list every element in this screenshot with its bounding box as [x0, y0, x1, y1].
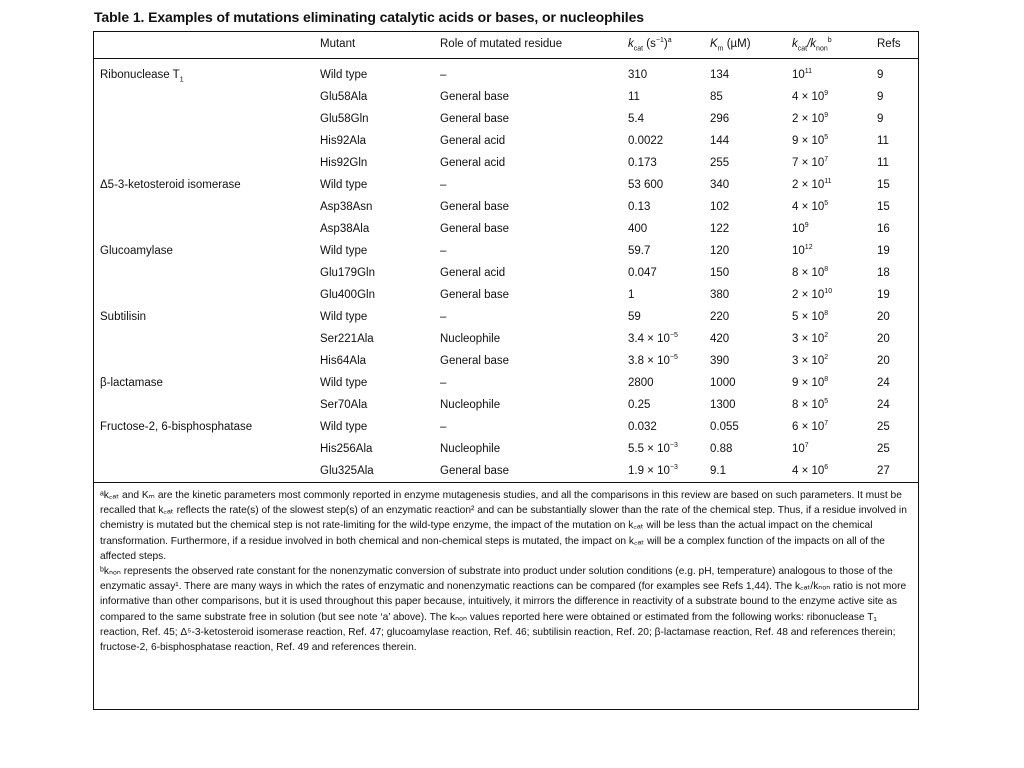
kcat-cell [628, 112, 644, 126]
ratio-cell-exponent: 9 [804, 222, 809, 230]
footnote-b: ᵇkₙₒₙ represents the observed rate constant for the nonenzymatic conversion of substrate into product under solution conditions (e.g. pH, temperature) analogous to those of the enzymatic assay¹. There are many ways in which the rates of enzymatic and nonenzymatic reactions can be compared (for examples see Refs 1,44). The k꜀ₐₜ/kₙₒₙ ratio is not more informative than other comparisons, but it is used throughout this paper because, intuitively, it mirrors the difference in reactivity of a substrate bound to the enzyme active site as compared to the same substrate free in solution (but see note ‘a’ above). The kₙₒₙ values reported here were obtained or estimated from the following works: ribonuclease T₁ reaction, Ref. 45; Δ⁵-3-ketosteroid isomerase reaction, Ref. 47; glucoamylase reaction, Ref. 46; subtilisin reaction, Ref. 20; β-lactamase reaction, Ref. 48 and references therein; fructose-2, 6-bisphosphatase reaction, Ref. 49 and references therein. [100, 566, 907, 654]
ref-cell [877, 244, 890, 258]
kcat-cell [628, 222, 647, 236]
ref-cell [877, 288, 890, 302]
km-cell-text: 150 [710, 267, 730, 279]
km-cell-text: 0.055 [710, 421, 739, 433]
ratio-cell-text: 10 [792, 69, 805, 81]
header-km-sub: m [717, 45, 724, 53]
kcat-cell-text: 59.7 [628, 245, 651, 257]
mutant-cell [320, 112, 369, 126]
header-kcat-mark: a [667, 37, 672, 45]
kcat-cell-text: 0.25 [628, 399, 651, 411]
ref-cell-text: 25 [877, 443, 890, 455]
mutant-cell-text: His256Ala [320, 443, 373, 455]
ratio-cell [792, 90, 828, 104]
header-kcat-close: ) [663, 38, 668, 50]
km-cell [710, 420, 739, 434]
role-cell-text: General base [440, 289, 510, 301]
role-cell-text: General base [440, 465, 510, 477]
role-cell [440, 90, 509, 104]
km-cell [710, 288, 729, 302]
km-cell-text: 1000 [710, 377, 736, 389]
ratio-cell-exponent: 11 [824, 178, 832, 186]
mutant-cell-text: Glu58Gln [320, 113, 369, 125]
role-cell [440, 266, 505, 280]
ratio-cell-exponent: 5 [824, 134, 829, 142]
kcat-cell [628, 134, 663, 148]
kcat-cell-exponent: −5 [669, 332, 678, 340]
ratio-cell-text: 6 × 10 [792, 421, 825, 433]
ratio-cell-exponent: 12 [804, 244, 813, 252]
ratio-cell-exponent: 9 [824, 112, 829, 120]
ratio-cell [792, 200, 828, 214]
ref-cell [877, 442, 890, 456]
km-cell-text: 144 [710, 135, 730, 147]
ref-cell [877, 420, 890, 434]
enzyme-name [100, 420, 252, 434]
mutant-cell [320, 288, 375, 302]
km-cell [710, 398, 736, 412]
ref-cell [877, 90, 883, 104]
ratio-cell [792, 332, 828, 346]
ref-cell [877, 112, 883, 126]
km-cell [710, 354, 729, 368]
mutant-cell-text: His92Gln [320, 157, 368, 169]
enzyme-name-text: β-lactamase [100, 377, 163, 389]
ref-cell-text: 9 [877, 113, 884, 125]
km-cell-text: 85 [710, 91, 723, 103]
ratio-cell-exponent: 9 [824, 90, 829, 98]
ratio-cell-exponent: 5 [824, 398, 829, 406]
ref-cell [877, 332, 890, 346]
table-frame [93, 31, 919, 710]
kcat-cell [628, 178, 663, 192]
enzyme-name [100, 68, 184, 82]
ref-cell [877, 68, 883, 82]
ratio-cell [792, 178, 832, 192]
header-ratio-sep: /k [807, 38, 817, 50]
role-cell-text: – [440, 245, 447, 257]
mutant-cell [320, 134, 366, 148]
table-caption: Table 1. Examples of mutations eliminating catalytic acids or bases, or nucleophiles [94, 9, 644, 25]
kcat-cell-text: 1.9 × 10 [628, 465, 670, 477]
ratio-cell [792, 112, 828, 126]
mutant-cell-text: Glu179Gln [320, 267, 375, 279]
mutant-cell-text: His64Ala [320, 355, 367, 367]
mutant-cell-text: Ser70Ala [320, 399, 368, 411]
mutant-cell-text: Ser221Ala [320, 333, 374, 345]
km-cell [710, 464, 726, 478]
km-cell-text: 390 [710, 355, 730, 367]
role-cell [440, 68, 446, 82]
km-cell [710, 68, 729, 82]
ratio-cell-text: 4 × 10 [792, 201, 825, 213]
mutant-cell [320, 244, 367, 258]
header-ratio-sub1: cat [797, 45, 808, 53]
role-cell [440, 112, 509, 126]
role-cell [440, 332, 500, 346]
role-cell-text: – [440, 311, 447, 323]
km-cell-text: 9.1 [710, 465, 726, 477]
role-cell-text: General base [440, 91, 510, 103]
header-kcat-k: k [628, 38, 634, 50]
ref-cell-text: 24 [877, 377, 890, 389]
ref-cell-text: 9 [877, 91, 884, 103]
ratio-cell-exponent: 2 [824, 332, 829, 340]
role-cell-text: General base [440, 223, 510, 235]
header-kcat-sub: cat [633, 45, 644, 53]
role-cell [440, 420, 446, 434]
ref-cell-text: 15 [877, 179, 890, 191]
ratio-cell-text: 8 × 10 [792, 399, 825, 411]
kcat-cell [628, 376, 654, 390]
enzyme-name-text: Δ5-3-ketosteroid isomerase [100, 179, 241, 191]
mutant-cell [320, 310, 367, 324]
kcat-cell [628, 288, 634, 302]
ratio-cell-exponent: 5 [824, 200, 829, 208]
header-refs: Refs [877, 38, 901, 50]
mutant-cell-text: Wild type [320, 179, 368, 191]
kcat-cell-text: 0.13 [628, 201, 651, 213]
kcat-cell-text: 0.047 [628, 267, 657, 279]
header-kcat-unit: (s [643, 38, 656, 50]
kcat-cell [628, 200, 650, 214]
role-cell-text: General acid [440, 157, 506, 169]
km-cell-text: 102 [710, 201, 730, 213]
header-ratio-sub2: non [816, 45, 828, 53]
role-cell [440, 442, 500, 456]
ratio-cell [792, 420, 828, 434]
ratio-cell [792, 244, 813, 258]
km-cell [710, 222, 729, 236]
ratio-cell-text: 7 × 10 [792, 157, 825, 169]
mutant-cell [320, 420, 367, 434]
ref-cell [877, 156, 889, 170]
header-rule [94, 58, 918, 59]
header-mutant: Mutant [320, 38, 356, 50]
mutant-cell-text: Glu325Ala [320, 465, 374, 477]
km-cell [710, 310, 729, 324]
enzyme-name-subscript: 1 [179, 76, 184, 84]
ratio-cell-text: 2 × 10 [792, 289, 825, 301]
kcat-cell-text: 5.5 × 10 [628, 443, 670, 455]
mutant-cell-text: Asp38Ala [320, 223, 370, 235]
ratio-cell-exponent: 10 [824, 288, 833, 296]
mutant-cell-text: Wild type [320, 377, 368, 389]
mutant-cell [320, 200, 372, 214]
ref-cell-text: 27 [877, 465, 890, 477]
kcat-cell-text: 53 600 [628, 179, 664, 191]
role-cell-text: General base [440, 113, 510, 125]
mutant-cell-text: Wild type [320, 245, 368, 257]
ratio-cell-exponent: 2 [824, 354, 829, 362]
enzyme-name-text: Subtilisin [100, 311, 147, 323]
km-cell-text: 296 [710, 113, 730, 125]
kcat-cell-exponent: −5 [669, 354, 678, 362]
mutant-cell [320, 178, 367, 192]
footnotes [100, 488, 908, 655]
km-cell-text: 380 [710, 289, 730, 301]
ratio-cell [792, 68, 812, 82]
footnote-rule [94, 482, 918, 483]
mutant-cell [320, 442, 372, 456]
ref-cell-text: 15 [877, 201, 890, 213]
km-cell [710, 178, 729, 192]
mutant-cell [320, 68, 367, 82]
header-km [710, 37, 751, 51]
kcat-cell [628, 266, 657, 280]
enzyme-name-text: Ribonuclease T [100, 69, 180, 81]
kcat-cell-text: 5.4 [628, 113, 644, 125]
role-cell [440, 376, 446, 390]
ratio-cell-text: 10 [792, 443, 805, 455]
ratio-cell-exponent: 8 [824, 376, 829, 384]
kcat-cell-exponent: −3 [669, 464, 678, 472]
enzyme-name-text: Fructose-2, 6-bisphosphatase [100, 421, 253, 433]
kcat-cell [628, 420, 657, 434]
ref-cell-text: 19 [877, 245, 890, 257]
role-cell-text: Nucleophile [440, 399, 501, 411]
kcat-cell-text: 1 [628, 289, 635, 301]
ratio-cell-exponent: 8 [824, 310, 829, 318]
ref-cell-text: 16 [877, 223, 890, 235]
km-cell-text: 120 [710, 245, 730, 257]
role-cell [440, 464, 509, 478]
ratio-cell-exponent: 7 [824, 420, 829, 428]
ref-cell [877, 200, 890, 214]
kcat-cell-text: 310 [628, 69, 648, 81]
km-cell [710, 376, 736, 390]
ratio-cell [792, 222, 809, 236]
kcat-cell-text: 3.4 × 10 [628, 333, 670, 345]
ref-cell [877, 222, 890, 236]
ref-cell-text: 20 [877, 355, 890, 367]
ref-cell-text: 11 [877, 157, 889, 169]
mutant-cell [320, 332, 374, 346]
role-cell [440, 398, 500, 412]
km-cell [710, 112, 729, 126]
header-kcat [628, 37, 672, 51]
ratio-cell [792, 134, 828, 148]
mutant-cell-text: Wild type [320, 69, 368, 81]
ratio-cell-text: 2 × 10 [792, 179, 825, 191]
footnote-a: ᵃk꜀ₐₜ and Kₘ are the kinetic parameters most commonly reported in enzyme mutagenesis studies, and all the comparisons in this review are based on such parameters. It must be recalled that k꜀ₐₜ reflects the rate(s) of the slowest step(s) of an enzymatic reaction² and can be substantially slower than the rate of the chemical step. Thus, if a residue involved in chemistry is mutated but the chemical step is not rate-limiting for the wild-type enzyme, the impact of the mutation on k꜀ₐₜ will be less than the actual impact on the chemical transformation. Furthermore, if a residue involved in both chemical and non-chemical steps is mutated, the impact on k꜀ₐₜ will be a complex function of the impacts on all of the affected steps. [100, 490, 907, 562]
ratio-cell-text: 5 × 10 [792, 311, 825, 323]
ratio-cell-exponent: 8 [824, 266, 829, 274]
kcat-cell [628, 332, 678, 346]
role-cell [440, 156, 505, 170]
role-cell-text: General base [440, 355, 510, 367]
role-cell-text: – [440, 69, 447, 81]
kcat-cell [628, 310, 641, 324]
km-cell [710, 266, 729, 280]
km-cell [710, 156, 729, 170]
km-cell-text: 122 [710, 223, 730, 235]
kcat-cell-text: 2800 [628, 377, 654, 389]
role-cell [440, 222, 509, 236]
role-cell [440, 178, 446, 192]
header-km-unit: (µM) [723, 38, 751, 50]
km-cell [710, 90, 723, 104]
role-cell [440, 310, 446, 324]
mutant-cell [320, 398, 367, 412]
ratio-cell-exponent: 11 [804, 68, 813, 76]
kcat-cell [628, 90, 640, 104]
kcat-cell-text: 0.0022 [628, 135, 664, 147]
ratio-cell [792, 376, 828, 390]
km-cell [710, 332, 729, 346]
mutant-cell [320, 90, 367, 104]
header-ratio-k1: k [792, 38, 798, 50]
ratio-cell-exponent: 7 [824, 156, 829, 164]
ratio-cell [792, 266, 828, 280]
kcat-cell-exponent: −3 [669, 442, 678, 450]
ratio-cell-text: 10 [792, 245, 805, 257]
ratio-cell-text: 3 × 10 [792, 355, 825, 367]
mutant-cell-text: Asp38Asn [320, 201, 373, 213]
ratio-cell [792, 288, 832, 302]
header-ratio-mark: b [827, 37, 832, 45]
role-cell [440, 200, 509, 214]
header-ratio [792, 37, 832, 51]
ref-cell [877, 310, 890, 324]
mutant-cell-text: Glu58Ala [320, 91, 368, 103]
ratio-cell [792, 310, 828, 324]
role-cell [440, 288, 509, 302]
ref-cell-text: 9 [877, 69, 884, 81]
role-cell [440, 244, 446, 258]
mutant-cell [320, 156, 367, 170]
ref-cell [877, 134, 889, 148]
km-cell-text: 255 [710, 157, 730, 169]
role-cell-text: – [440, 421, 447, 433]
ref-cell [877, 266, 890, 280]
kcat-cell [628, 68, 647, 82]
ref-cell [877, 354, 890, 368]
mutant-cell [320, 222, 369, 236]
ref-cell-text: 24 [877, 399, 890, 411]
enzyme-name [100, 310, 146, 324]
ref-cell-text: 25 [877, 421, 890, 433]
header-km-k: K [710, 38, 718, 50]
ref-cell [877, 178, 890, 192]
km-cell [710, 134, 729, 148]
ratio-cell-text: 10 [792, 223, 805, 235]
role-cell-text: General acid [440, 267, 506, 279]
mutant-cell-text: Wild type [320, 311, 368, 323]
ref-cell-text: 20 [877, 311, 890, 323]
ratio-cell [792, 442, 809, 456]
role-cell [440, 134, 505, 148]
kcat-cell [628, 244, 650, 258]
ref-cell-text: 18 [877, 267, 890, 279]
kcat-cell-text: 3.8 × 10 [628, 355, 670, 367]
mutant-cell [320, 266, 375, 280]
km-cell-text: 340 [710, 179, 730, 191]
kcat-cell [628, 354, 678, 368]
mutant-cell-text: His92Ala [320, 135, 367, 147]
kcat-cell [628, 464, 678, 478]
ref-cell [877, 464, 890, 478]
mutant-cell [320, 354, 366, 368]
km-cell-text: 134 [710, 69, 730, 81]
enzyme-name [100, 376, 163, 390]
ref-cell-text: 19 [877, 289, 890, 301]
header-kcat-sup: −1 [655, 37, 664, 45]
ref-cell-text: 11 [877, 135, 889, 147]
role-cell [440, 354, 509, 368]
ref-cell [877, 376, 890, 390]
ratio-cell-exponent: 6 [824, 464, 829, 472]
role-cell-text: – [440, 377, 447, 389]
kcat-cell [628, 442, 678, 456]
ratio-cell [792, 354, 828, 368]
enzyme-name [100, 178, 241, 192]
km-cell [710, 200, 729, 214]
role-cell-text: Nucleophile [440, 333, 501, 345]
ratio-cell-exponent: 7 [804, 442, 809, 450]
mutant-cell-text: Glu400Gln [320, 289, 375, 301]
ref-cell [877, 398, 890, 412]
ratio-cell-text: 4 × 10 [792, 91, 825, 103]
kcat-cell-text: 0.173 [628, 157, 657, 169]
kcat-cell-text: 400 [628, 223, 648, 235]
role-cell-text: General base [440, 201, 510, 213]
role-cell-text: Nucleophile [440, 443, 501, 455]
ratio-cell [792, 398, 828, 412]
mutant-cell-text: Wild type [320, 421, 368, 433]
kcat-cell-text: 59 [628, 311, 641, 323]
ratio-cell-text: 2 × 10 [792, 113, 825, 125]
km-cell-text: 220 [710, 311, 730, 323]
kcat-cell [628, 156, 657, 170]
kcat-cell-text: 0.032 [628, 421, 657, 433]
km-cell [710, 442, 732, 456]
ratio-cell-text: 4 × 10 [792, 465, 825, 477]
kcat-cell-text: 11 [628, 91, 640, 103]
header-role: Role of mutated residue [440, 38, 563, 50]
kcat-cell [628, 398, 650, 412]
role-cell-text: General acid [440, 135, 506, 147]
ref-cell-text: 20 [877, 333, 890, 345]
ratio-cell [792, 464, 828, 478]
mutant-cell [320, 464, 374, 478]
ratio-cell-text: 3 × 10 [792, 333, 825, 345]
km-cell-text: 0.88 [710, 443, 733, 455]
enzyme-name [100, 244, 173, 258]
ratio-cell [792, 156, 828, 170]
km-cell [710, 244, 729, 258]
ratio-cell-text: 9 × 10 [792, 377, 825, 389]
mutant-cell [320, 376, 367, 390]
enzyme-name-text: Glucoamylase [100, 245, 173, 257]
km-cell-text: 1300 [710, 399, 736, 411]
ratio-cell-text: 8 × 10 [792, 267, 825, 279]
ratio-cell-text: 9 × 10 [792, 135, 825, 147]
role-cell-text: – [440, 179, 447, 191]
km-cell-text: 420 [710, 333, 730, 345]
